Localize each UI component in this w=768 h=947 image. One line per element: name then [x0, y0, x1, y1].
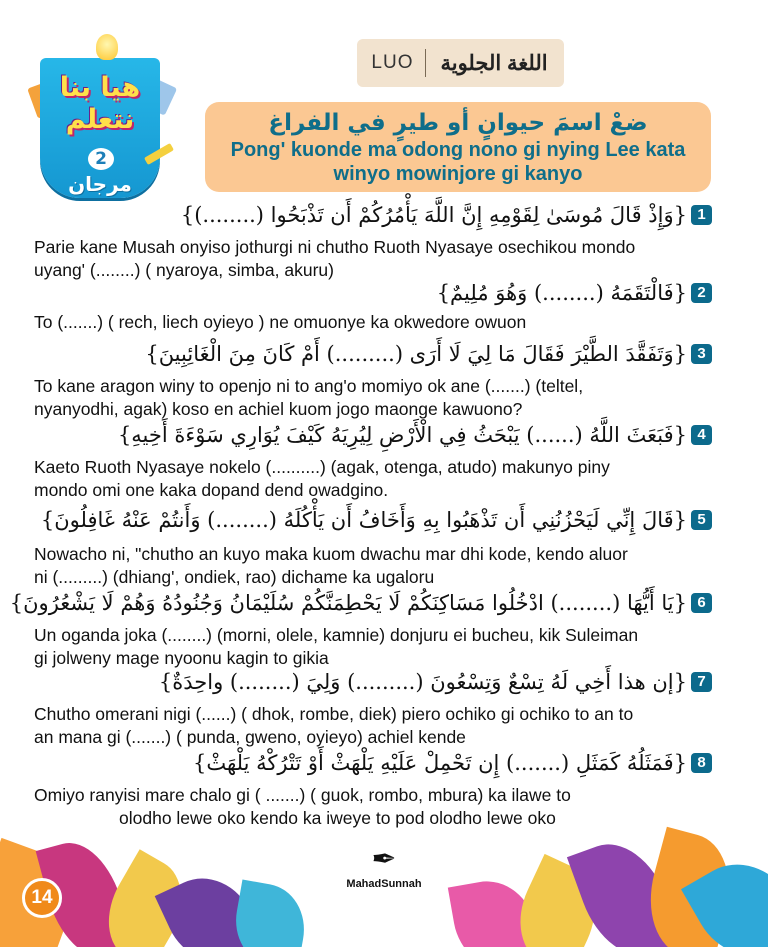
instruction-box — [205, 102, 711, 192]
translation-line: To kane aragon winy to openjo ni to ang'o momiyo ok ane (.......) (teltel, — [34, 376, 584, 396]
question-verse: {وَتَفَقَّدَ الطَّيْرَ فَقَالَ مَا لِيَ لَا أَرَى (.........) أَمْ كَانَ مِنَ الْغَائِبِينَ} — [145, 342, 687, 366]
instruction-arabic: ضعْ اسمَ حيوانٍ أو طيرٍ في الفراغ — [268, 110, 648, 136]
question-number-badge: 6 — [691, 593, 712, 613]
question-arabic — [159, 670, 712, 694]
translation-line: Chutho omerani nigi (......) ( dhok, rombe, diek) piero ochiko gi ochiko to an to — [34, 704, 634, 724]
question-arabic — [145, 342, 712, 366]
question-verse: {فَالْتَقَمَهُ (........) وَهُوَ مُلِيمٌ} — [436, 281, 687, 305]
question-number-badge: 5 — [691, 510, 712, 530]
lightbulb-icon — [96, 34, 118, 60]
question-arabic — [41, 508, 712, 532]
question-arabic — [193, 751, 712, 775]
translation-line: mondo omi one kaka dopand dend owadgino. — [34, 480, 389, 500]
translation-line: nyanyodhi, agak) koso en achiel kuom jogo maonge kawuono? — [34, 399, 523, 419]
question-verse: {إن هذا أَخِي لَهُ تِسْعٌ وَتِسْعُونَ (.........) وَلِيَ (........) واحِدَةٌ} — [158, 670, 687, 694]
logo-title: هيا بنا نتعلم — [59, 72, 141, 135]
translation-line: Kaeto Ruoth Nyasaye nokelo (..........) (agak, otenga, atudo) makunyo piny — [34, 457, 610, 477]
question-number-badge: 2 — [691, 283, 712, 303]
brand-footer — [334, 842, 434, 890]
translation-line: To (.......) ( rech, liech oyieyo ) ne omuonye ka okwedore owuon — [34, 312, 527, 332]
translation-line: olodho lewe oko kendo ka iweye to pod olodho lewe oko — [119, 808, 556, 828]
logo-level-number: 2 — [88, 148, 114, 170]
question-verse: {فَبَعَثَ اللَّهُ (......) يَبْحَثُ فِي الْأَرْضِ لِيُرِيَهُ كَيْفَ يُوَارِي سَوْءَةَ أَخِيهِ} — [117, 423, 687, 447]
translation-line: Nowacho ni, "chutho an kuyo maka kuom dwachu mar dhi kode, kendo aluor — [34, 544, 628, 564]
pen-nib-logo-icon: ✒ — [371, 842, 397, 877]
translation-line: ni (.........) (dhiang', ondiek, rao) dichame ka ugaloru — [34, 567, 435, 587]
question-arabic — [181, 203, 712, 227]
question-arabic — [10, 591, 712, 615]
translation-line: an mana gi (.......) ( punda, gweno, oyieyo) achiel kende — [34, 727, 466, 747]
question-translation — [34, 703, 734, 749]
question-verse: {قَالَ إِنِّي لَيَحْزُنُنِي أَن تَذْهَبُوا بِهِ وَأَخَافُ أَن يَأْكُلَهُ (........) وَأَنتُمْ عَنْهُ غَافِلُونَ} — [40, 508, 687, 532]
question-number-badge: 7 — [691, 672, 712, 692]
question-translation — [34, 456, 734, 502]
book-logo — [32, 24, 172, 204]
question-number-badge: 8 — [691, 753, 712, 773]
translation-line: Un oganda joka (........) (morni, olele, kamnie) donjuru ei bucheu, kik Suleiman — [34, 625, 639, 645]
question-verse: {فَمَثَلُهُ كَمَثَلِ (.......) إِن تَحْمِلْ عَلَيْهِ يَلْهَثْ أَوْ تَتْرُكْهُ يَلْهَثْ} — [193, 751, 687, 775]
language-badge — [357, 39, 564, 87]
question-translation — [34, 236, 734, 282]
page-number: 14 — [22, 878, 62, 918]
leaf-decoration — [229, 880, 312, 947]
question-verse: {وَإِذْ قَالَ مُوسَىٰ لِقَوْمِهِ إِنَّ اللَّهَ يَأْمُرُكُمْ أَن تَذْبَحُوا (........)} — [180, 203, 687, 227]
question-verse: {يَا أَيُّهَا (........) ادْخُلُوا مَسَاكِنَكُمْ لَا يَحْطِمَنَّكُمْ سُلَيْمَانُ وَجُنُودُهُ وَهُمْ لَا يَشْعُرُونَ} — [9, 591, 687, 615]
question-arabic — [118, 423, 712, 447]
question-arabic — [437, 281, 712, 305]
question-number-badge: 1 — [691, 205, 712, 225]
brand-name: MahadSunnah — [346, 878, 422, 890]
question-translation — [34, 311, 734, 334]
logo-brand: مرجان — [68, 172, 132, 196]
language-code: LUO — [371, 52, 414, 73]
question-translation — [34, 624, 734, 670]
question-number-badge: 3 — [691, 344, 712, 364]
translation-line: Omiyo ranyisi mare chalo gi ( .......) ( guok, rombo, mbura) ka ilawe to — [34, 785, 571, 805]
instruction-english-line-2: winyo mowinjore gi kanyo — [333, 163, 583, 185]
translation-line: gi jolweny mage nyoonu kagin to gikia — [34, 648, 329, 668]
question-number-badge: 4 — [691, 425, 712, 445]
translation-line: uyang' (........) ( nyaroya, simba, akuru) — [34, 260, 334, 280]
question-translation — [34, 375, 734, 421]
language-name-arabic: اللغة الجلوية — [440, 51, 548, 75]
instruction-english-line-1: Pong' kuonde ma odong nono gi nying Lee kata — [230, 139, 686, 161]
translation-line: Parie kane Musah onyiso jothurgi ni chutho Ruoth Nyasaye osechikou mondo — [34, 237, 636, 257]
question-translation — [34, 543, 734, 589]
